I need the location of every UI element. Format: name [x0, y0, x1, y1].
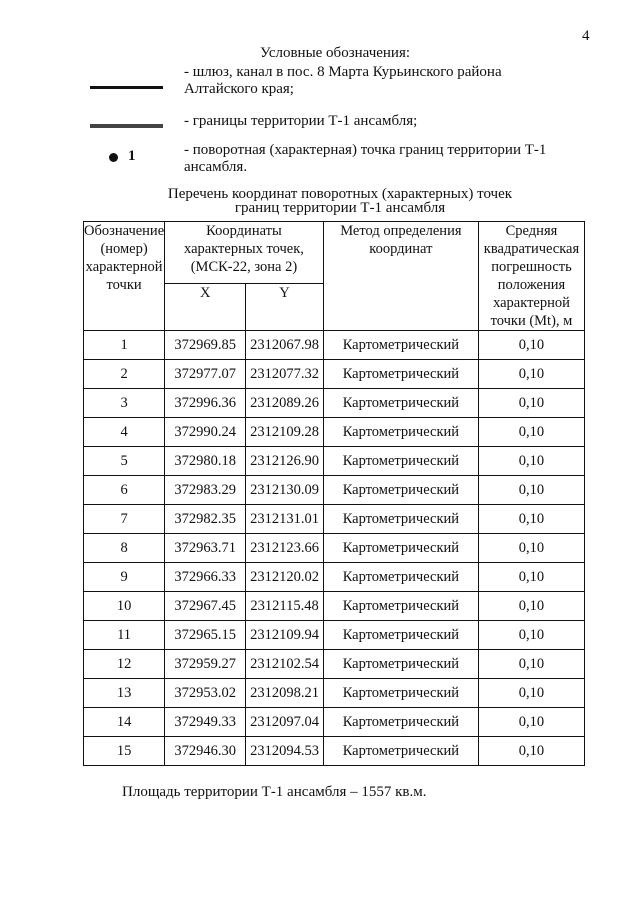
- header-y: Y: [246, 283, 323, 330]
- cell-error: 0,10: [478, 679, 584, 708]
- cell-error: 0,10: [478, 505, 584, 534]
- table-title: [110, 187, 570, 215]
- cell-error: 0,10: [478, 447, 584, 476]
- cell-number: 1: [84, 331, 165, 360]
- cell-number: 9: [84, 563, 165, 592]
- cell-y: 2312126.90: [246, 447, 323, 476]
- cell-x: 372965.15: [165, 621, 246, 650]
- cell-method: Картометрический: [323, 331, 478, 360]
- legend-title: Условные обозначения:: [260, 45, 411, 61]
- cell-method: Картометрический: [323, 592, 478, 621]
- cell-x: 372969.85: [165, 331, 246, 360]
- cell-method: Картометрический: [323, 389, 478, 418]
- page-number: 4: [582, 28, 590, 44]
- cell-number: 10: [84, 592, 165, 621]
- cell-y: 2312098.21: [246, 679, 323, 708]
- cell-method: Картометрический: [323, 360, 478, 389]
- table-row: [84, 360, 585, 389]
- cell-x: 372966.33: [165, 563, 246, 592]
- table-row: [84, 650, 585, 679]
- cell-error: 0,10: [478, 708, 584, 737]
- cell-x: 372963.71: [165, 534, 246, 563]
- cell-x: 372982.35: [165, 505, 246, 534]
- cell-error: 0,10: [478, 592, 584, 621]
- cell-x: 372967.45: [165, 592, 246, 621]
- cell-number: 8: [84, 534, 165, 563]
- legend-marker-label: 1: [128, 148, 136, 164]
- cell-method: Картометрический: [323, 447, 478, 476]
- cell-method: Картометрический: [323, 418, 478, 447]
- cell-error: 0,10: [478, 650, 584, 679]
- cell-y: 2312094.53: [246, 737, 323, 766]
- legend-text-sluice: - шлюз, канал в пос. 8 Марта Курьинского района Алтайского края;: [184, 64, 502, 97]
- cell-method: Картометрический: [323, 476, 478, 505]
- cell-x: 372996.36: [165, 389, 246, 418]
- table-row: [84, 737, 585, 766]
- area-text: Площадь территории Т-1 ансамбля – 1557 кв.м.: [122, 784, 427, 800]
- table-row: [84, 389, 585, 418]
- table-row: [84, 476, 585, 505]
- cell-error: 0,10: [478, 418, 584, 447]
- cell-x: 372959.27: [165, 650, 246, 679]
- cell-error: 0,10: [478, 534, 584, 563]
- cell-number: 4: [84, 418, 165, 447]
- cell-x: 372949.33: [165, 708, 246, 737]
- coordinates-table: [83, 221, 585, 766]
- cell-method: Картометрический: [323, 505, 478, 534]
- legend-text-point: - поворотная (характерная) точка границ территории Т-1 ансамбля.: [184, 142, 547, 175]
- cell-number: 5: [84, 447, 165, 476]
- cell-error: 0,10: [478, 360, 584, 389]
- cell-y: 2312102.54: [246, 650, 323, 679]
- header-error: Средняя квадратическая погрешность положения характерной точки (Mt), м: [478, 222, 584, 331]
- cell-number: 7: [84, 505, 165, 534]
- cell-method: Картометрический: [323, 679, 478, 708]
- cell-error: 0,10: [478, 563, 584, 592]
- cell-x: 372980.18: [165, 447, 246, 476]
- table-row: [84, 505, 585, 534]
- table-title-line1: Перечень координат поворотных (характерных) точек: [167, 186, 513, 202]
- border-line-symbol: [90, 124, 163, 128]
- cell-error: 0,10: [478, 476, 584, 505]
- table-row: [84, 708, 585, 737]
- header-method: Метод определения координат: [323, 222, 478, 331]
- cell-y: 2312067.98: [246, 331, 323, 360]
- cell-error: 0,10: [478, 389, 584, 418]
- header-x: X: [165, 283, 246, 330]
- legend-text-border: - границы территории Т-1 ансамбля;: [184, 113, 418, 129]
- table-row: [84, 534, 585, 563]
- table-row: [84, 592, 585, 621]
- cell-number: 3: [84, 389, 165, 418]
- cell-number: 15: [84, 737, 165, 766]
- cell-number: 2: [84, 360, 165, 389]
- cell-y: 2312109.94: [246, 621, 323, 650]
- cell-number: 6: [84, 476, 165, 505]
- cell-method: Картометрический: [323, 621, 478, 650]
- turning-point-dot-icon: [109, 153, 118, 162]
- cell-y: 2312131.01: [246, 505, 323, 534]
- cell-error: 0,10: [478, 737, 584, 766]
- cell-error: 0,10: [478, 331, 584, 360]
- cell-number: 13: [84, 679, 165, 708]
- table-row: [84, 418, 585, 447]
- cell-number: 14: [84, 708, 165, 737]
- cell-y: 2312120.02: [246, 563, 323, 592]
- table-row: [84, 331, 585, 360]
- cell-number: 12: [84, 650, 165, 679]
- cell-y: 2312097.04: [246, 708, 323, 737]
- cell-error: 0,10: [478, 621, 584, 650]
- cell-number: 11: [84, 621, 165, 650]
- cell-x: 372983.29: [165, 476, 246, 505]
- table-title-line2: границ территории Т-1 ансамбля: [234, 200, 446, 216]
- table-row: [84, 447, 585, 476]
- cell-method: Картометрический: [323, 737, 478, 766]
- cell-y: 2312077.32: [246, 360, 323, 389]
- cell-y: 2312115.48: [246, 592, 323, 621]
- cell-x: 372946.30: [165, 737, 246, 766]
- table-row: [84, 621, 585, 650]
- header-number: Обозначение (номер) характерной точки: [84, 222, 165, 331]
- cell-method: Картометрический: [323, 534, 478, 563]
- cell-method: Картометрический: [323, 708, 478, 737]
- cell-method: Картометрический: [323, 650, 478, 679]
- cell-y: 2312123.66: [246, 534, 323, 563]
- cell-y: 2312130.09: [246, 476, 323, 505]
- cell-x: 372953.02: [165, 679, 246, 708]
- sluice-line-symbol: [90, 86, 163, 89]
- cell-method: Картометрический: [323, 563, 478, 592]
- cell-x: 372990.24: [165, 418, 246, 447]
- table-row: [84, 679, 585, 708]
- header-coordinates: Координаты характерных точек, (МСК-22, зона 2): [165, 222, 324, 284]
- table-row: [84, 563, 585, 592]
- cell-y: 2312089.26: [246, 389, 323, 418]
- cell-x: 372977.07: [165, 360, 246, 389]
- cell-y: 2312109.28: [246, 418, 323, 447]
